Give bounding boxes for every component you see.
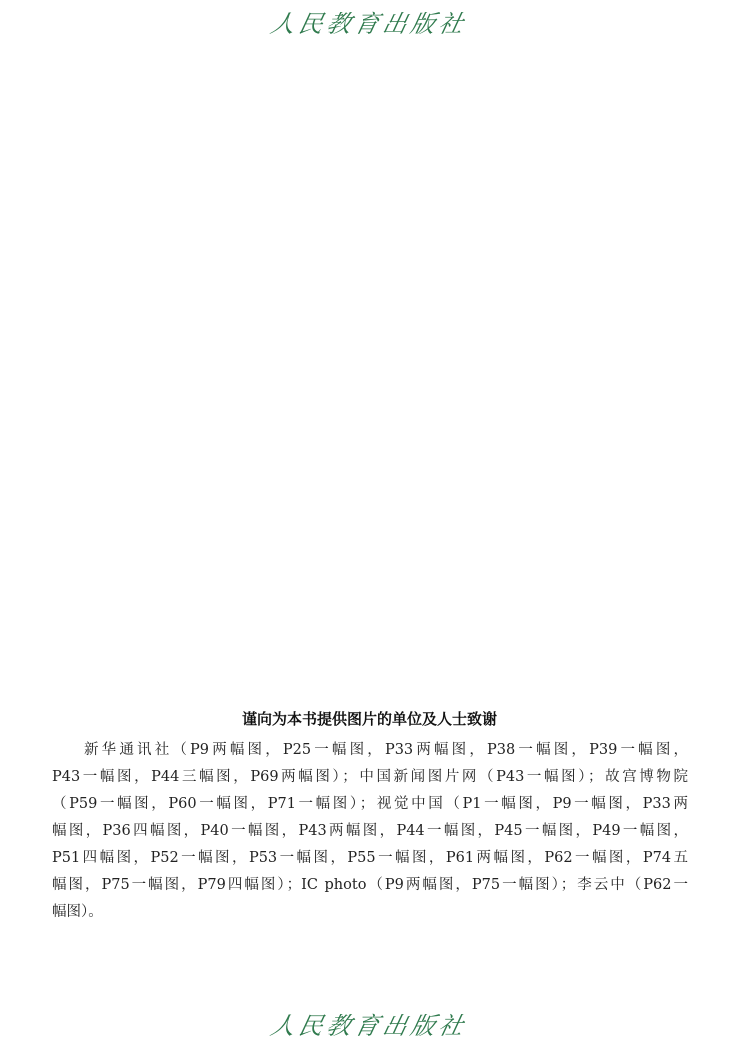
publisher-logo-top: 人民教育出版社 — [267, 10, 470, 38]
acknowledgement-line: P51四幅图，P52一幅图，P53一幅图，P55一幅图，P61两幅图，P62一幅图，P74五 — [52, 850, 688, 866]
acknowledgement-line: 幅图，P36四幅图，P40一幅图，P43两幅图，P44一幅图，P45一幅图，P49一幅图， — [52, 823, 688, 839]
acknowledgement-body — [52, 737, 688, 926]
acknowledgement-line: P43一幅图，P44三幅图，P69两幅图）；中国新闻图片网（P43一幅图）；故宫博物院 — [52, 769, 688, 785]
acknowledgement-line: 幅图）。 — [52, 904, 103, 920]
acknowledgement-line: 幅图，P75一幅图，P79四幅图）；IC photo（P9两幅图，P75一幅图）；李云中（P62一 — [52, 877, 688, 893]
acknowledgement-line: （P59一幅图，P60一幅图，P71一幅图）；视觉中国（P1一幅图，P9一幅图，P33两 — [52, 796, 688, 812]
publisher-logo-bottom: 人民教育出版社 — [267, 1012, 470, 1040]
acknowledgement-title: 谨向为本书提供图片的单位及人士致谢 — [241, 710, 497, 728]
acknowledgement-line: 新华通讯社（P9两幅图，P25一幅图，P33两幅图，P38一幅图，P39一幅图， — [84, 742, 688, 758]
